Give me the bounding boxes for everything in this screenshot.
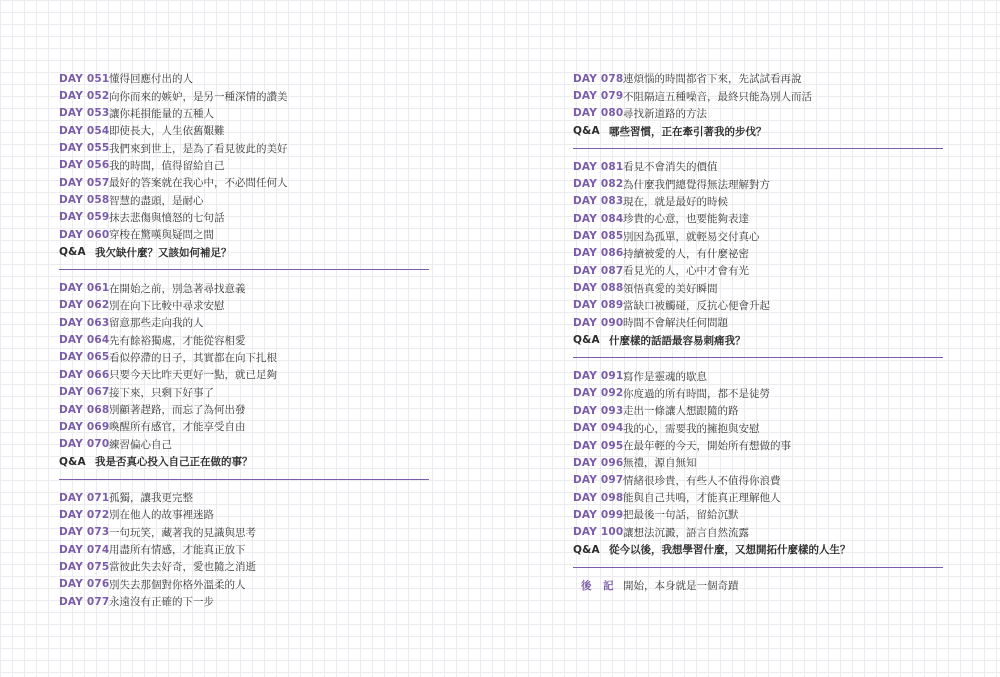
- qa-entry: [573, 541, 943, 559]
- day-label: DAY 085: [573, 230, 624, 243]
- toc-entry: [59, 122, 429, 139]
- qa-label: Q&A: [59, 246, 86, 259]
- qa-entry: [59, 453, 429, 471]
- chapter-title: 在最年輕的今天，開始所有想做的事: [623, 440, 791, 453]
- chapter-title: 抹去悲傷與憤怒的七句話: [109, 211, 225, 224]
- day-label: DAY 057: [59, 176, 110, 189]
- day-label: DAY 074: [59, 543, 110, 556]
- section-divider: [59, 479, 429, 480]
- day-label: DAY 095: [573, 439, 624, 452]
- afterword-entry: [573, 577, 943, 594]
- day-label: DAY 092: [573, 387, 624, 400]
- day-label: DAY 096: [573, 456, 624, 469]
- day-label: DAY 087: [573, 264, 624, 277]
- toc-entry: [59, 191, 429, 208]
- day-label: DAY 059: [59, 211, 110, 224]
- day-label: DAY 093: [573, 404, 624, 417]
- toc-entry: [573, 175, 943, 192]
- afterword-label: 後 記: [581, 580, 618, 593]
- chapter-title: 無禮，源自無知: [623, 457, 697, 470]
- day-label: DAY 091: [573, 370, 624, 383]
- day-label: DAY 100: [573, 526, 624, 539]
- chapter-title: 能與自己共鳴，才能真正理解他人: [623, 492, 781, 505]
- chapter-title: 向你而來的嫉妒，是另一種深情的讚美: [109, 90, 288, 103]
- chapter-title: 看見不會消失的價值: [623, 161, 718, 174]
- day-label: DAY 056: [59, 159, 110, 172]
- chapter-title: 只要今天比昨天更好一點，就已足夠: [109, 369, 277, 382]
- chapter-title: 一句玩笑，藏著我的見識與思考: [109, 526, 256, 539]
- toc-entry: [573, 70, 943, 87]
- toc-entry: [573, 279, 943, 296]
- day-label: DAY 075: [59, 560, 110, 573]
- qa-question: 哪些習慣，正在牽引著我的步伐？: [609, 125, 767, 138]
- qa-label: Q&A: [573, 334, 600, 347]
- qa-entry: [59, 243, 429, 261]
- toc-entry: [59, 70, 429, 87]
- chapter-title: 喚醒所有感官，才能享受自由: [109, 421, 246, 434]
- day-label: DAY 081: [573, 160, 624, 173]
- toc-entry: [59, 401, 429, 418]
- chapter-title: 現在，就是最好的時候: [623, 195, 728, 208]
- toc-entry: [59, 576, 429, 593]
- toc-entry: [573, 402, 943, 419]
- day-label: DAY 086: [573, 247, 624, 260]
- toc-left-column: [59, 70, 429, 610]
- day-label: DAY 082: [573, 178, 624, 191]
- day-label: DAY 066: [59, 368, 110, 381]
- day-label: DAY 097: [573, 474, 624, 487]
- toc-entry: [59, 314, 429, 331]
- chapter-title: 永遠沒有正確的下一步: [109, 596, 214, 609]
- toc-entry: [573, 489, 943, 506]
- toc-entry: [573, 227, 943, 244]
- toc-entry: [59, 349, 429, 366]
- toc-entry: [573, 420, 943, 437]
- qa-question: 從今以後，我想學習什麼，又想開拓什麼樣的人生？: [609, 544, 851, 557]
- qa-label: Q&A: [59, 455, 86, 468]
- chapter-title: 懂得回應付出的人: [109, 73, 193, 86]
- day-label: DAY 088: [573, 282, 624, 295]
- day-label: DAY 090: [573, 316, 624, 329]
- day-label: DAY 065: [59, 351, 110, 364]
- chapter-title: 持續被愛的人，有什麼祕密: [623, 247, 749, 260]
- section-divider: [573, 357, 943, 358]
- toc-entry: [573, 105, 943, 122]
- chapter-title: 別在向下比較中尋求安慰: [109, 299, 225, 312]
- day-label: DAY 078: [573, 72, 624, 85]
- section-divider: [573, 567, 943, 568]
- toc-entry: [573, 193, 943, 210]
- toc-entry: [573, 437, 943, 454]
- day-label: DAY 064: [59, 334, 110, 347]
- chapter-title: 當彼此失去好奇，愛也隨之消逝: [109, 561, 256, 574]
- toc-entry: [59, 279, 429, 296]
- toc-entry: [59, 593, 429, 610]
- day-label: DAY 063: [59, 316, 110, 329]
- day-label: DAY 069: [59, 420, 110, 433]
- chapter-title: 先有餘裕獨處，才能從容相愛: [109, 334, 246, 347]
- day-label: DAY 080: [573, 107, 624, 120]
- day-label: DAY 054: [59, 124, 110, 137]
- chapter-title: 別在他人的故事裡迷路: [109, 509, 214, 522]
- toc-entry: [573, 245, 943, 262]
- toc-entry: [59, 436, 429, 453]
- toc-entry: [573, 506, 943, 523]
- chapter-title: 寫作是靈魂的歇息: [623, 370, 707, 383]
- toc-entry: [59, 524, 429, 541]
- chapter-title: 領悟真愛的美好瞬間: [623, 282, 718, 295]
- toc-entry: [59, 157, 429, 174]
- qa-question: 什麼樣的話語最容易刺痛我？: [609, 334, 746, 347]
- chapter-title: 當缺口被觸碰，反抗心便會升起: [623, 299, 770, 312]
- chapter-title: 情緒很珍貴，有些人不值得你浪費: [623, 474, 781, 487]
- toc-entry: [573, 210, 943, 227]
- toc-entry: [59, 384, 429, 401]
- chapter-title: 珍貴的心意，也要能夠表達: [623, 213, 749, 226]
- day-label: DAY 055: [59, 142, 110, 155]
- day-label: DAY 058: [59, 194, 110, 207]
- toc-entry: [59, 139, 429, 156]
- toc-entry: [573, 314, 943, 331]
- chapter-title: 時間不會解決任何問題: [623, 317, 728, 330]
- chapter-title: 讓你耗損能量的五種人: [109, 107, 214, 120]
- chapter-title: 把最後一句話，留給沉默: [623, 509, 739, 522]
- toc-entry: [573, 158, 943, 175]
- chapter-title: 孤獨，讓我更完整: [109, 492, 193, 505]
- toc-entry: [59, 541, 429, 558]
- section-divider: [59, 269, 429, 270]
- chapter-title: 穿梭在驚嘆與疑問之間: [109, 229, 214, 242]
- day-label: DAY 061: [59, 282, 110, 295]
- section-divider: [573, 148, 943, 149]
- day-label: DAY 052: [59, 90, 110, 103]
- chapter-title: 走出一條讓人想跟隨的路: [623, 405, 739, 418]
- day-label: DAY 068: [59, 403, 110, 416]
- chapter-title: 練習偏心自己: [109, 438, 172, 451]
- chapter-title: 連煩惱的時間都省下來，先試試看再說: [623, 73, 802, 86]
- toc-right-column: [573, 70, 943, 594]
- qa-label: Q&A: [573, 125, 600, 138]
- day-label: DAY 071: [59, 491, 110, 504]
- toc-entry: [59, 366, 429, 383]
- toc-entry: [59, 209, 429, 226]
- toc-entry: [573, 87, 943, 104]
- day-label: DAY 060: [59, 228, 110, 241]
- toc-entry: [573, 297, 943, 314]
- day-label: DAY 094: [573, 422, 624, 435]
- chapter-title: 我的心，需要我的擁抱與安慰: [623, 422, 760, 435]
- toc-entry: [573, 367, 943, 384]
- chapter-title: 為什麼我們總覺得無法理解對方: [623, 178, 770, 191]
- chapter-title: 別因為孤單，就輕易交付真心: [623, 230, 760, 243]
- day-label: DAY 089: [573, 299, 624, 312]
- chapter-title: 我的時間，值得留給自己: [109, 159, 225, 172]
- day-label: DAY 079: [573, 90, 624, 103]
- chapter-title: 智慧的盡頭，是耐心: [109, 194, 204, 207]
- day-label: DAY 062: [59, 299, 110, 312]
- toc-entry: [573, 262, 943, 279]
- day-label: DAY 070: [59, 438, 110, 451]
- chapter-title: 看似停滯的日子，其實都在向下扎根: [109, 351, 277, 364]
- toc-entry: [59, 558, 429, 575]
- afterword-title: 開始，本身就是一個奇蹟: [623, 580, 739, 593]
- chapter-title: 即使長大，人生依舊艱難: [109, 125, 225, 138]
- toc-entry: [59, 297, 429, 314]
- chapter-title: 在開始之前，別急著尋找意義: [109, 282, 246, 295]
- toc-entry: [59, 418, 429, 435]
- qa-entry: [573, 331, 943, 349]
- qa-question: 我欠缺什麼？又該如何補足？: [95, 246, 232, 259]
- chapter-title: 你度過的所有時間，都不是徒勞: [623, 387, 770, 400]
- chapter-title: 尋找新道路的方法: [623, 107, 707, 120]
- day-label: DAY 073: [59, 526, 110, 539]
- day-label: DAY 053: [59, 107, 110, 120]
- day-label: DAY 067: [59, 386, 110, 399]
- day-label: DAY 099: [573, 508, 624, 521]
- day-label: DAY 098: [573, 491, 624, 504]
- qa-label: Q&A: [573, 543, 600, 556]
- chapter-title: 別顧著趕路，而忘了為何出發: [109, 404, 246, 417]
- day-label: DAY 083: [573, 195, 624, 208]
- toc-entry: [59, 489, 429, 506]
- chapter-title: 讓想法沉澱，語言自然流露: [623, 526, 749, 539]
- toc-entry: [59, 506, 429, 523]
- chapter-title: 不阻隔這五種噪音，最終只能為別人而活: [623, 90, 812, 103]
- toc-entry: [59, 331, 429, 348]
- day-label: DAY 072: [59, 508, 110, 521]
- chapter-title: 看見光的人，心中才會有光: [623, 265, 749, 278]
- chapter-title: 最好的答案就在我心中，不必問任何人: [109, 177, 288, 190]
- qa-entry: [573, 122, 943, 140]
- toc-entry: [573, 472, 943, 489]
- toc-entry: [573, 454, 943, 471]
- toc-entry: [59, 87, 429, 104]
- toc-entry: [59, 226, 429, 243]
- chapter-title: 留意那些走向我的人: [109, 317, 204, 330]
- toc-entry: [59, 174, 429, 191]
- toc-entry: [573, 524, 943, 541]
- chapter-title: 我們來到世上，是為了看見彼此的美好: [109, 142, 288, 155]
- chapter-title: 別失去那個對你格外溫柔的人: [109, 578, 246, 591]
- toc-entry: [59, 105, 429, 122]
- day-label: DAY 076: [59, 578, 110, 591]
- day-label: DAY 051: [59, 72, 110, 85]
- day-label: DAY 084: [573, 212, 624, 225]
- chapter-title: 用盡所有情感，才能真正放下: [109, 544, 246, 557]
- toc-entry: [573, 385, 943, 402]
- chapter-title: 接下來，只剩下好事了: [109, 386, 214, 399]
- qa-question: 我是否真心投入自己正在做的事？: [95, 456, 253, 469]
- day-label: DAY 077: [59, 595, 110, 608]
